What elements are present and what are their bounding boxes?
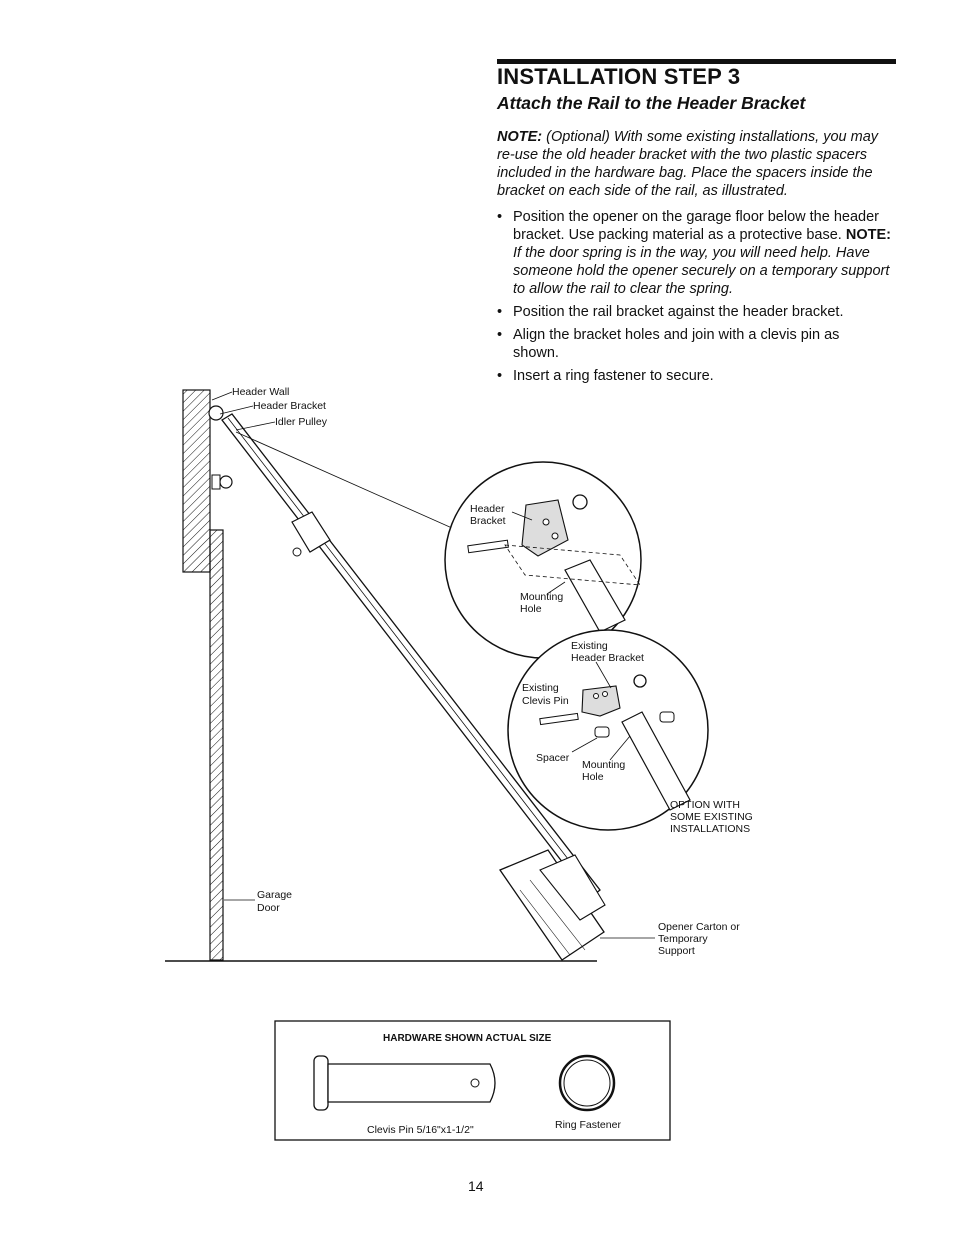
label-option-line2: SOME EXISTING xyxy=(670,811,753,823)
header-bracket-part xyxy=(209,406,223,420)
label-d1-header-bracket: Header xyxy=(470,503,505,515)
label-d2-mounting-hole: Mounting xyxy=(582,759,626,771)
label-garage-door: Garage xyxy=(257,889,293,901)
label-header-bracket: Header Bracket xyxy=(253,400,326,412)
label-d2-existing-pin-line2: Clevis Pin xyxy=(522,695,569,707)
detail-standard-bracket xyxy=(445,462,641,658)
label-option: OPTION WITH xyxy=(670,799,740,811)
hardware-box xyxy=(275,1021,670,1140)
label-d1-header-bracket-line2: Bracket xyxy=(470,515,506,527)
label-d2-existing-bracket: Existing xyxy=(571,640,608,652)
step-text: Position the rail bracket against the header bracket. xyxy=(513,304,844,320)
garage-door xyxy=(210,530,223,960)
page-title: INSTALLATION STEP 3 xyxy=(497,64,741,89)
note-text: (Optional) With some existing installations, you may re-use the old header bracket with the two plastic spacers included in the hardware bag. Place the spacers inside the bracket on each side of the rail, as illustrated. xyxy=(497,129,879,199)
step-text: Insert a ring fastener to secure. xyxy=(513,368,714,384)
label-carton-line2: Temporary xyxy=(658,933,708,945)
hardware-title: HARDWARE SHOWN ACTUAL SIZE xyxy=(383,1033,552,1044)
label-header-wall: Header Wall xyxy=(232,386,290,398)
step-text: Position the opener on the garage floor below the header bracket. Use packing material as a protective base. xyxy=(513,209,879,243)
page-number: 14 xyxy=(468,1178,484,1194)
bullet-glyph: • xyxy=(497,368,503,384)
ring-fastener-label: Ring Fastener xyxy=(555,1119,621,1131)
note-label: NOTE: xyxy=(497,129,543,145)
label-d2-existing-pin: Existing xyxy=(522,682,559,694)
label-carton: Opener Carton or xyxy=(658,921,740,933)
label-garage-door-line2: Door xyxy=(257,902,280,914)
opener-carton xyxy=(500,850,605,960)
label-d1-mounting-hole-line2: Hole xyxy=(520,603,542,615)
trolley-knob xyxy=(293,548,301,556)
label-option-line3: INSTALLATIONS xyxy=(670,823,751,835)
label-d1-mounting-hole: Mounting xyxy=(520,591,564,603)
label-d2-existing-bracket-line2: Header Bracket xyxy=(571,652,644,664)
step-note-label: NOTE: xyxy=(845,227,891,243)
label-idler-pulley: Idler Pulley xyxy=(275,416,327,428)
step-note-text: If the door spring is in the way, you will need help. Have someone hold the opener securely on a temporary support to allow the rail to clear the spring. xyxy=(513,245,890,297)
door-bracket-part xyxy=(220,476,232,488)
header-wall xyxy=(183,390,210,572)
clevis-pin-illustration xyxy=(314,1056,495,1110)
step-text: Align the bracket holes and join with a clevis pin as shown. xyxy=(513,327,840,361)
label-d2-spacer: Spacer xyxy=(536,752,570,764)
bullet-glyph: • xyxy=(497,304,503,320)
clevis-pin-label: Clevis Pin 5/16"x1-1/2" xyxy=(367,1124,474,1136)
door-bracket-plate xyxy=(212,475,220,489)
bullet-glyph: • xyxy=(497,209,503,225)
bullet-glyph: • xyxy=(497,327,503,343)
label-carton-line3: Support xyxy=(658,945,695,957)
label-d2-mounting-hole-line2: Hole xyxy=(582,771,604,783)
page-subtitle: Attach the Rail to the Header Bracket xyxy=(497,93,806,113)
